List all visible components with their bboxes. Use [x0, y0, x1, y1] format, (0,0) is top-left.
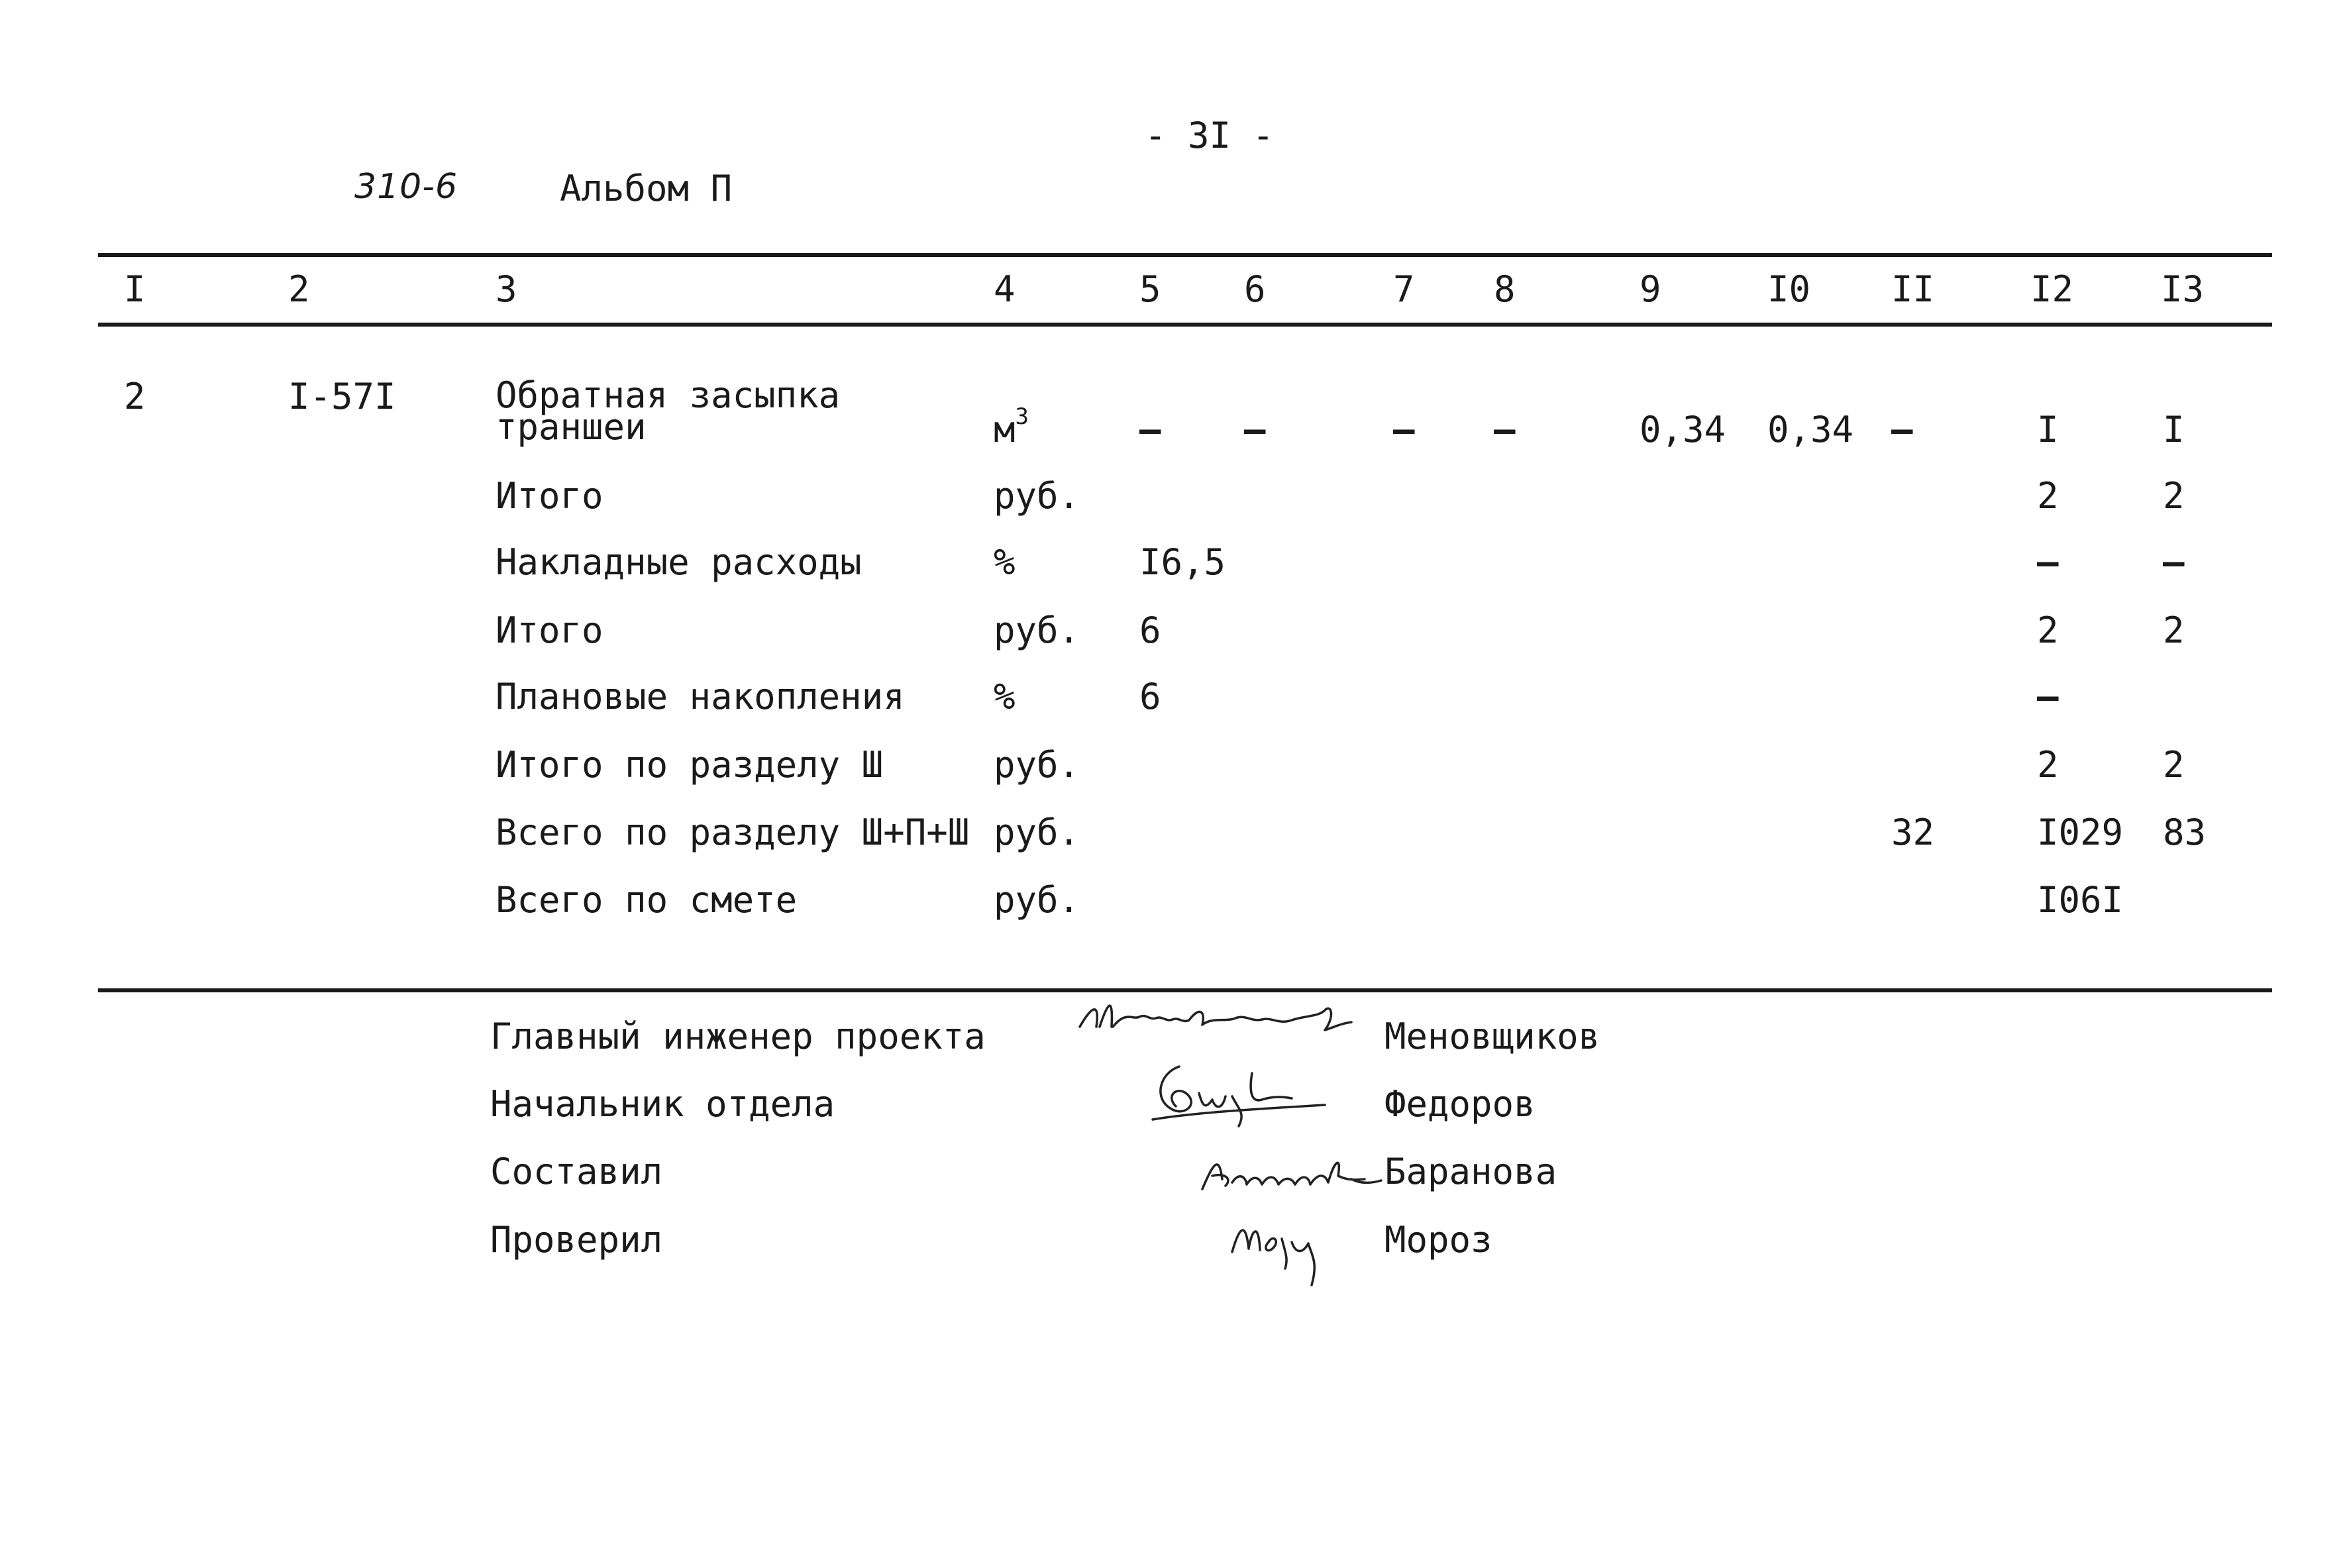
column-header: 7 — [1393, 268, 1415, 310]
cell-col13: I — [2163, 409, 2185, 450]
signer-name: Меновщиков — [1384, 1016, 1600, 1057]
cell-col13: 2 — [2163, 475, 2185, 517]
cell-col5: 6 — [1139, 676, 1161, 717]
cell-col11: – — [1891, 409, 1913, 450]
signer-name: Баранова — [1384, 1151, 1557, 1192]
cell-col7: – — [1393, 409, 1415, 450]
cell-unit: руб. — [994, 475, 1080, 517]
column-header: 6 — [1244, 268, 1266, 310]
handwritten-signature — [1192, 1139, 1384, 1199]
handwritten-signature — [1139, 1047, 1338, 1133]
page-number: - 3I - — [1145, 115, 1275, 156]
cell-description: Обратная засыпка — [496, 374, 841, 416]
column-header: I3 — [2161, 268, 2205, 310]
cell-col5: I6,5 — [1139, 541, 1226, 583]
handwritten-signature — [1219, 1202, 1351, 1295]
cell-description: Плановые накопления — [496, 676, 905, 717]
album-label: Альбом П — [560, 168, 733, 209]
signer-role: Главный инженер проекта — [490, 1016, 986, 1057]
table-top-rule — [98, 253, 2272, 257]
column-header: I — [124, 268, 146, 310]
cell-col13: 2 — [2163, 609, 2185, 651]
column-header: 8 — [1494, 268, 1516, 310]
cell-col9: 0,34 — [1640, 409, 1726, 450]
cell-norm-code: I-57I — [288, 376, 396, 417]
cell-unit: % — [994, 541, 1016, 583]
signer-role: Составил — [490, 1151, 663, 1192]
cell-description: Накладные расходы — [496, 541, 862, 583]
cell-description: Итого — [496, 609, 603, 651]
cell-col12: I — [2037, 409, 2059, 450]
cell-col12: I06I — [2037, 879, 2124, 921]
handwritten-signature — [1073, 990, 1378, 1050]
column-header: 3 — [496, 268, 517, 310]
cell-col13: – — [2163, 541, 2185, 583]
table-header-rule — [98, 323, 2272, 327]
document-code: 310-6 — [354, 167, 458, 207]
column-header: I0 — [1767, 268, 1811, 310]
cell-col5: 6 — [1139, 609, 1161, 651]
column-header: 4 — [994, 268, 1016, 310]
signer-name: Федоров — [1384, 1083, 1536, 1125]
cell-col12: – — [2037, 676, 2059, 717]
cell-description: Итого по разделу Ш — [496, 744, 884, 786]
cell-description: Всего по смете — [496, 879, 798, 921]
cell-unit: руб. — [994, 609, 1080, 651]
column-header: I2 — [2030, 268, 2074, 310]
cell-item-number: 2 — [124, 376, 146, 417]
cell-unit: $м^3$ — [994, 403, 1029, 450]
cell-unit: % — [994, 676, 1016, 717]
signer-role: Начальник отдела — [490, 1083, 835, 1125]
cell-col6: – — [1244, 409, 1266, 450]
signer-role: Проверил — [490, 1219, 663, 1261]
cell-col13: 2 — [2163, 744, 2185, 786]
cell-col10: 0,34 — [1767, 409, 1854, 450]
cell-col13: 83 — [2163, 811, 2207, 853]
cell-col11: 32 — [1891, 811, 1935, 853]
cell-col8: – — [1494, 409, 1516, 450]
cell-col12: 2 — [2037, 744, 2059, 786]
column-header: 5 — [1139, 268, 1161, 310]
cell-description: Всего по разделу Ш+П+Ш — [496, 811, 970, 853]
signer-name: Мороз — [1384, 1219, 1492, 1261]
cell-col12: I029 — [2037, 811, 2124, 853]
cell-unit: руб. — [994, 744, 1080, 786]
cell-unit: руб. — [994, 811, 1080, 853]
cell-col12: – — [2037, 541, 2059, 583]
cell-description-line2: траншеи — [496, 406, 647, 448]
column-header: II — [1891, 268, 1935, 310]
cell-unit: руб. — [994, 879, 1080, 921]
cell-description: Итого — [496, 475, 603, 517]
cell-col5: – — [1139, 409, 1161, 450]
cell-col12: 2 — [2037, 475, 2059, 517]
column-header: 2 — [288, 268, 310, 310]
cell-col12: 2 — [2037, 609, 2059, 651]
column-header: 9 — [1640, 268, 1661, 310]
